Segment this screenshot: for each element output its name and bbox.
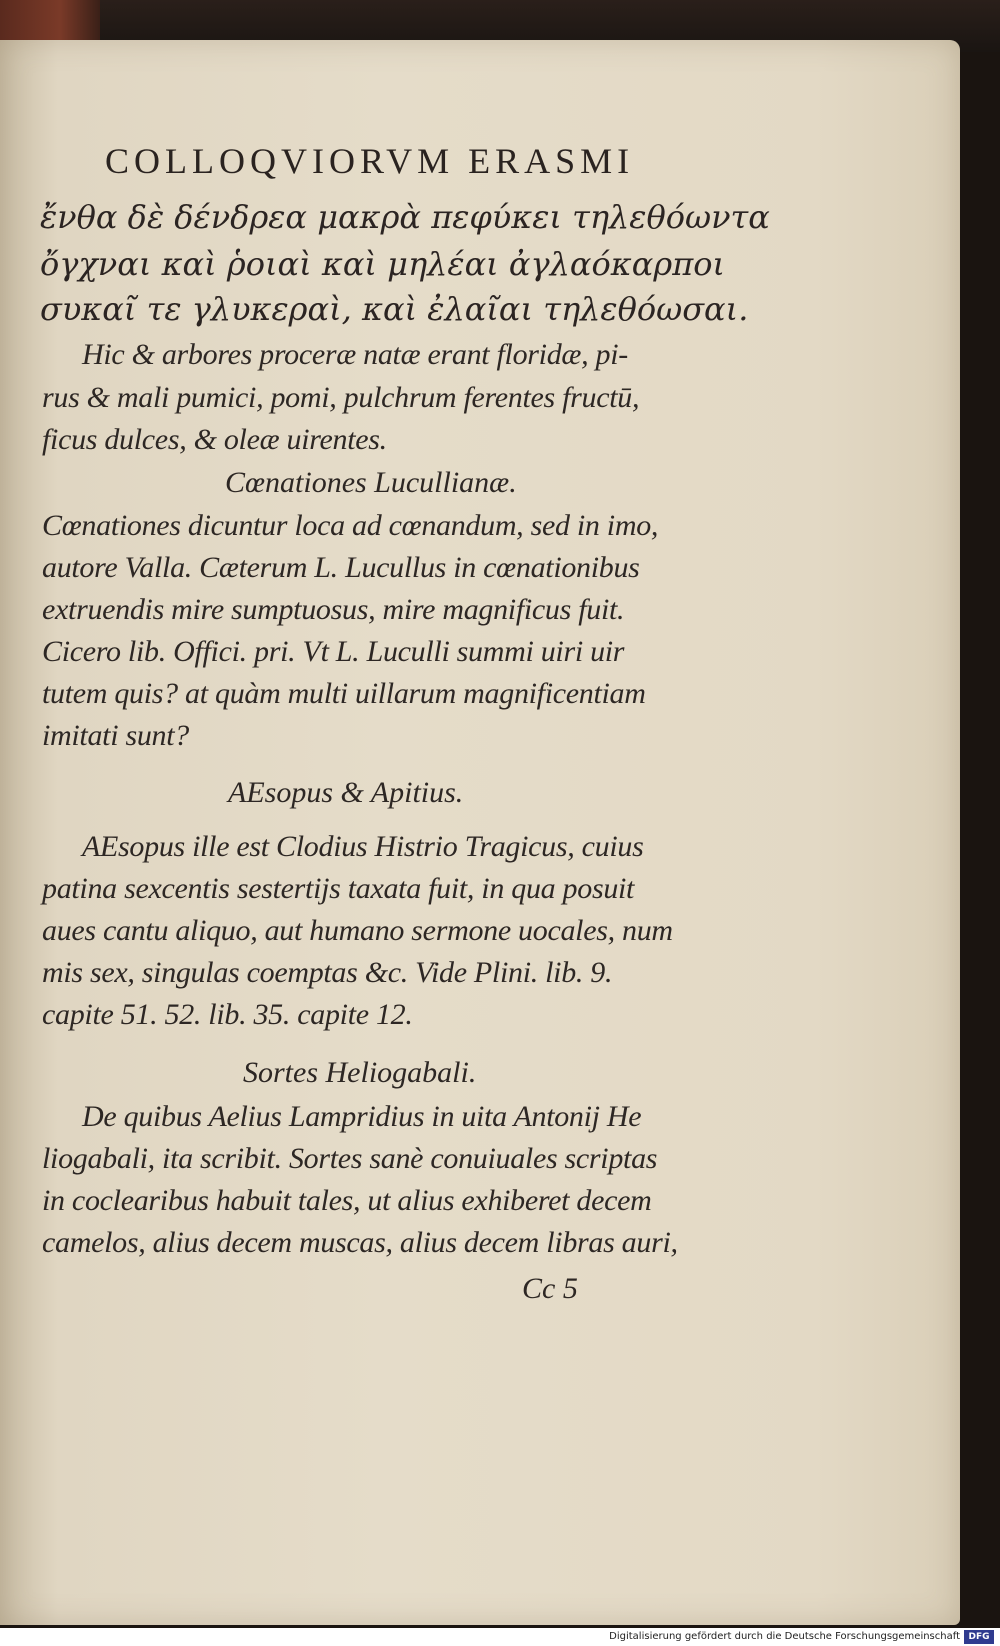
running-header: COLLOQVIORVM ERASMI — [105, 141, 635, 181]
coenationes-line-1: Cœnationes dicuntur loca ad cœnandum, sed in imo, — [42, 509, 659, 542]
heading-sortes: Sortes Heliogabali. — [243, 1056, 477, 1089]
funding-credit: Digitalisierung gefördert durch die Deutsche Forschungsgemeinschaft — [609, 1631, 960, 1642]
heading-coenationes: Cœnationes Lucullianæ. — [225, 466, 517, 499]
greek-line-2: ὄγχναι καὶ ῥοιαὶ καὶ μηλέαι ἀγλαόκαρποι — [40, 245, 726, 283]
greek-line-3: συκαῖ τε γλυκεραὶ, καὶ ἐλαῖαι τηλεθόωσαι. — [40, 290, 749, 328]
aesopus-line-2: patina sexcentis sestertijs taxata fuit, in qua posuit — [42, 872, 635, 905]
hic-line-1: Hic & arbores proceræ natæ erant floridæ, pi- — [82, 338, 628, 371]
hic-line-2: rus & mali pumici, pomi, pulchrum ferentes fructū, — [42, 381, 640, 414]
greek-line-1: ἔνθα δὲ δένδρεα μακρὰ πεφύκει τηλεθόωντα — [40, 198, 770, 236]
coenationes-line-2: autore Valla. Cæterum L. Lucullus in cœnationibus — [42, 551, 640, 584]
sortes-line-3: in coclearibus habuit tales, ut alius exhiberet decem — [42, 1184, 652, 1217]
sortes-line-1: De quibus Aelius Lampridius in uita Antonij He — [82, 1100, 642, 1133]
sortes-line-2: liogabali, ita scribit. Sortes sanè conuiuales scriptas — [42, 1142, 658, 1175]
sortes-line-4: camelos, alius decem muscas, alius decem libras auri, — [42, 1226, 678, 1259]
aesopus-line-5: capite 51. 52. lib. 35. capite 12. — [42, 998, 413, 1031]
coenationes-line-6: imitati sunt? — [42, 719, 189, 752]
coenationes-line-4: Cicero lib. Offici. pri. Vt L. Luculli summi uiri uir — [42, 635, 625, 668]
signature-mark: Cc 5 — [522, 1272, 578, 1305]
aesopus-line-3: aues cantu aliquo, aut humano sermone uocales, num — [42, 914, 673, 947]
aesopus-line-1: AEsopus ille est Clodius Histrio Tragicus, cuius — [82, 830, 644, 863]
heading-aesopus: AEsopus & Apitius. — [228, 776, 464, 809]
hic-line-3: ficus dulces, & oleæ uirentes. — [42, 423, 387, 456]
coenationes-line-3: extruendis mire sumptuosus, mire magnificus fuit. — [42, 593, 625, 626]
dfg-logo-icon: DFG — [964, 1630, 994, 1644]
coenationes-line-5: tutem quis? at quàm multi uillarum magnificentiam — [42, 677, 646, 710]
aesopus-line-4: mis sex, singulas coemptas &c. Vide Plini. lib. 9. — [42, 956, 613, 989]
